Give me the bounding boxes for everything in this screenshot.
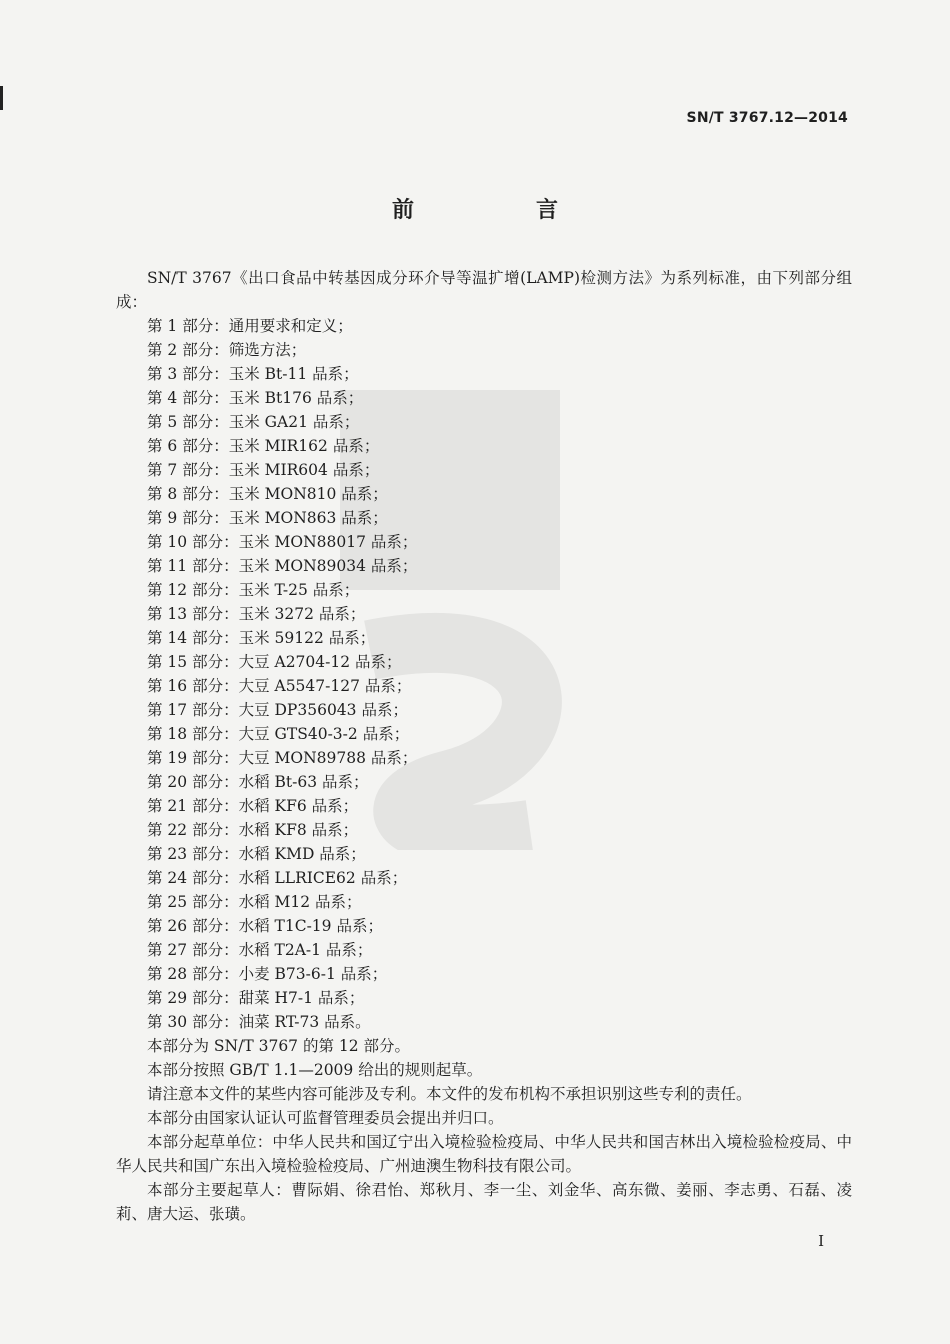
scan-edge-mark — [0, 86, 3, 110]
list-item: 第 13 部分：玉米 3272 品系； — [147, 605, 366, 623]
list-item: 第 29 部分：甜菜 H7-1 品系； — [147, 989, 365, 1007]
page-title: 前 言 — [391, 198, 608, 223]
list-item: 第 8 部分：玉米 MON810 品系； — [147, 485, 388, 503]
list-item: 第 10 部分：玉米 MON88017 品系； — [147, 533, 418, 551]
list-item: 第 3 部分：玉米 Bt-11 品系； — [147, 365, 359, 383]
list-item: 第 7 部分：玉米 MIR604 品系； — [147, 461, 380, 479]
list-item: 第 20 部分：水稻 Bt-63 品系； — [147, 773, 369, 791]
body-text — [116, 266, 852, 1226]
list-item: 第 23 部分：水稻 KMD 品系； — [147, 845, 366, 863]
list-item: 第 12 部分：玉米 T-25 品系； — [147, 581, 360, 599]
parts-list — [116, 314, 852, 1034]
body-paragraph: 本部分由国家认证认可监督管理委员会提出并归口。 — [147, 1109, 504, 1127]
list-item: 第 18 部分：大豆 GTS40-3-2 品系； — [147, 725, 410, 743]
list-item: 第 22 部分：水稻 KF8 品系； — [147, 821, 359, 839]
list-item: 第 9 部分：玉米 MON863 品系； — [147, 509, 388, 527]
list-item: 第 28 部分：小麦 B73-6-1 品系； — [147, 965, 388, 983]
document-code: SN/T 3767.12—2014 — [686, 110, 848, 126]
list-item: 第 27 部分：水稻 T2A-1 品系； — [147, 941, 373, 959]
body-paragraph: 请注意本文件的某些内容可能涉及专利。本文件的发布机构不承担识别这些专利的责任。 — [147, 1085, 752, 1103]
list-item: 第 5 部分：玉米 GA21 品系； — [147, 413, 360, 431]
list-item: 第 16 部分：大豆 A5547-127 品系； — [147, 677, 412, 695]
body-paragraph: 本部分按照 GB/T 1.1—2009 给出的规则起草。 — [147, 1061, 483, 1079]
list-item: 第 4 部分：玉米 Bt176 品系； — [147, 389, 364, 407]
list-item: 第 1 部分：通用要求和定义； — [147, 317, 353, 335]
list-item: 第 15 部分：大豆 A2704-12 品系； — [147, 653, 402, 671]
body-paragraph: 本部分主要起草人：曹际娟、徐君怡、郑秋月、李一尘、刘金华、高东微、姜丽、李志勇、石磊、凌莉、唐大运、张璜。 — [116, 1181, 852, 1223]
list-item: 第 2 部分：筛选方法； — [147, 341, 307, 359]
list-item: 第 25 部分：水稻 M12 品系； — [147, 893, 362, 911]
body-paragraph: 本部分为 SN/T 3767 的第 12 部分。 — [147, 1037, 411, 1055]
list-item: 第 11 部分：玉米 MON89034 品系； — [147, 557, 418, 575]
list-item: 第 21 部分：水稻 KF6 品系； — [147, 797, 359, 815]
list-item: 第 26 部分：水稻 T1C-19 品系； — [147, 917, 383, 935]
list-item: 第 19 部分：大豆 MON89788 品系； — [147, 749, 418, 767]
page-number: I — [818, 1232, 824, 1250]
list-item: 第 6 部分：玉米 MIR162 品系； — [147, 437, 380, 455]
list-item: 第 17 部分：大豆 DP356043 品系； — [147, 701, 408, 719]
list-item: 第 24 部分：水稻 LLRICE62 品系； — [147, 869, 408, 887]
intro-paragraph: SN/T 3767《出口食品中转基因成分环介导等温扩增(LAMP)检测方法》为系列标准，由下列部分组成： — [116, 269, 852, 311]
list-item: 第 30 部分：油菜 RT-73 品系。 — [147, 1013, 371, 1031]
list-item: 第 14 部分：玉米 59122 品系； — [147, 629, 376, 647]
body-paragraph: 本部分起草单位：中华人民共和国辽宁出入境检验检疫局、中华人民共和国吉林出入境检验检疫局、中华人民共和国广东出入境检验检疫局、广州迪澳生物科技有限公司。 — [116, 1133, 852, 1175]
info-paragraphs — [116, 1034, 852, 1226]
